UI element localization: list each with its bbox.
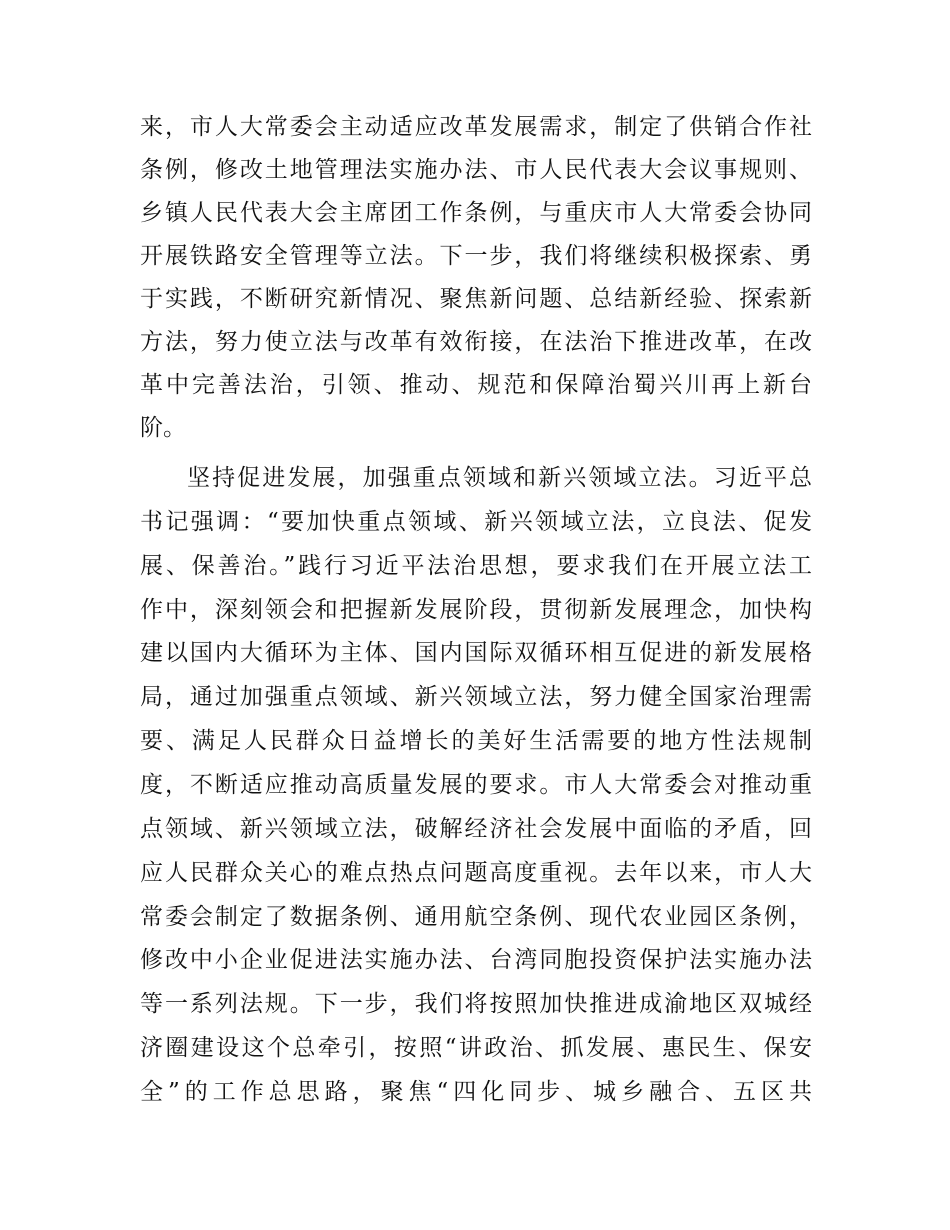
text-line: 革中完善法治，引领、推动、规范和保障治蜀兴川再上新台 (140, 372, 812, 398)
text-line: 坚持促进发展，加强重点领域和新兴领域立法。习近平总 (187, 465, 812, 491)
text-line: 于实践，不断研究新情况、聚焦新问题、总结新经验、探索新 (140, 286, 812, 312)
text-line: 展、保善治。”践行习近平法治思想，要求我们在开展立法工 (140, 552, 812, 579)
text-line: 局，通过加强重点领域、新兴领域立法，努力健全国家治理需 (140, 684, 812, 711)
text-line: 阶。 (140, 415, 186, 441)
text-line: 开展铁路安全管理等立法。下一步，我们将继续积极探索、勇 (140, 243, 812, 269)
text-line: 要、满足人民群众日益增长的美好生活需要的地方性法规制 (140, 728, 812, 755)
text-line: 济圈建设这个总牵引，按照“讲政治、抓发展、惠民生、保安 (140, 1035, 812, 1062)
text-line: 建以国内大循环为主体、国内国际双循环相互促进的新发展格 (140, 640, 812, 667)
text-line: 方法，努力使立法与改革有效衔接，在法治下推进改革，在改 (140, 329, 812, 355)
text-line: 条例，修改土地管理法实施办法、市人民代表大会议事规则、 (140, 157, 812, 183)
text-line: 应人民群众关心的难点热点问题高度重视。去年以来，市人大 (140, 859, 812, 886)
text-line: 书记强调：“要加快重点领域、新兴领域立法，立良法、促发 (140, 508, 812, 535)
text-line: 全”的工作总思路，聚焦“四化同步、城乡融合、五区共 (140, 1079, 812, 1106)
text-line: 常委会制定了数据条例、通用航空条例、现代农业园区条例， (140, 903, 812, 930)
text-line: 度，不断适应推动高质量发展的要求。市人大常委会对推动重 (140, 772, 812, 799)
text-line: 修改中小企业促进法实施办法、台湾同胞投资保护法实施办法 (140, 947, 812, 974)
text-line: 等一系列法规。下一步，我们将按照加快推进成渝地区双城经 (140, 991, 812, 1018)
text-line: 点领域、新兴领域立法，破解经济社会发展中面临的矛盾，回 (140, 815, 812, 842)
text-line: 乡镇人民代表大会主席团工作条例，与重庆市人大常委会协同 (140, 200, 812, 226)
text-line: 来，市人大常委会主动适应改革发展需求，制定了供销合作社 (140, 114, 812, 140)
text-line: 作中，深刻领会和把握新发展阶段，贯彻新发展理念，加快构 (140, 596, 812, 623)
